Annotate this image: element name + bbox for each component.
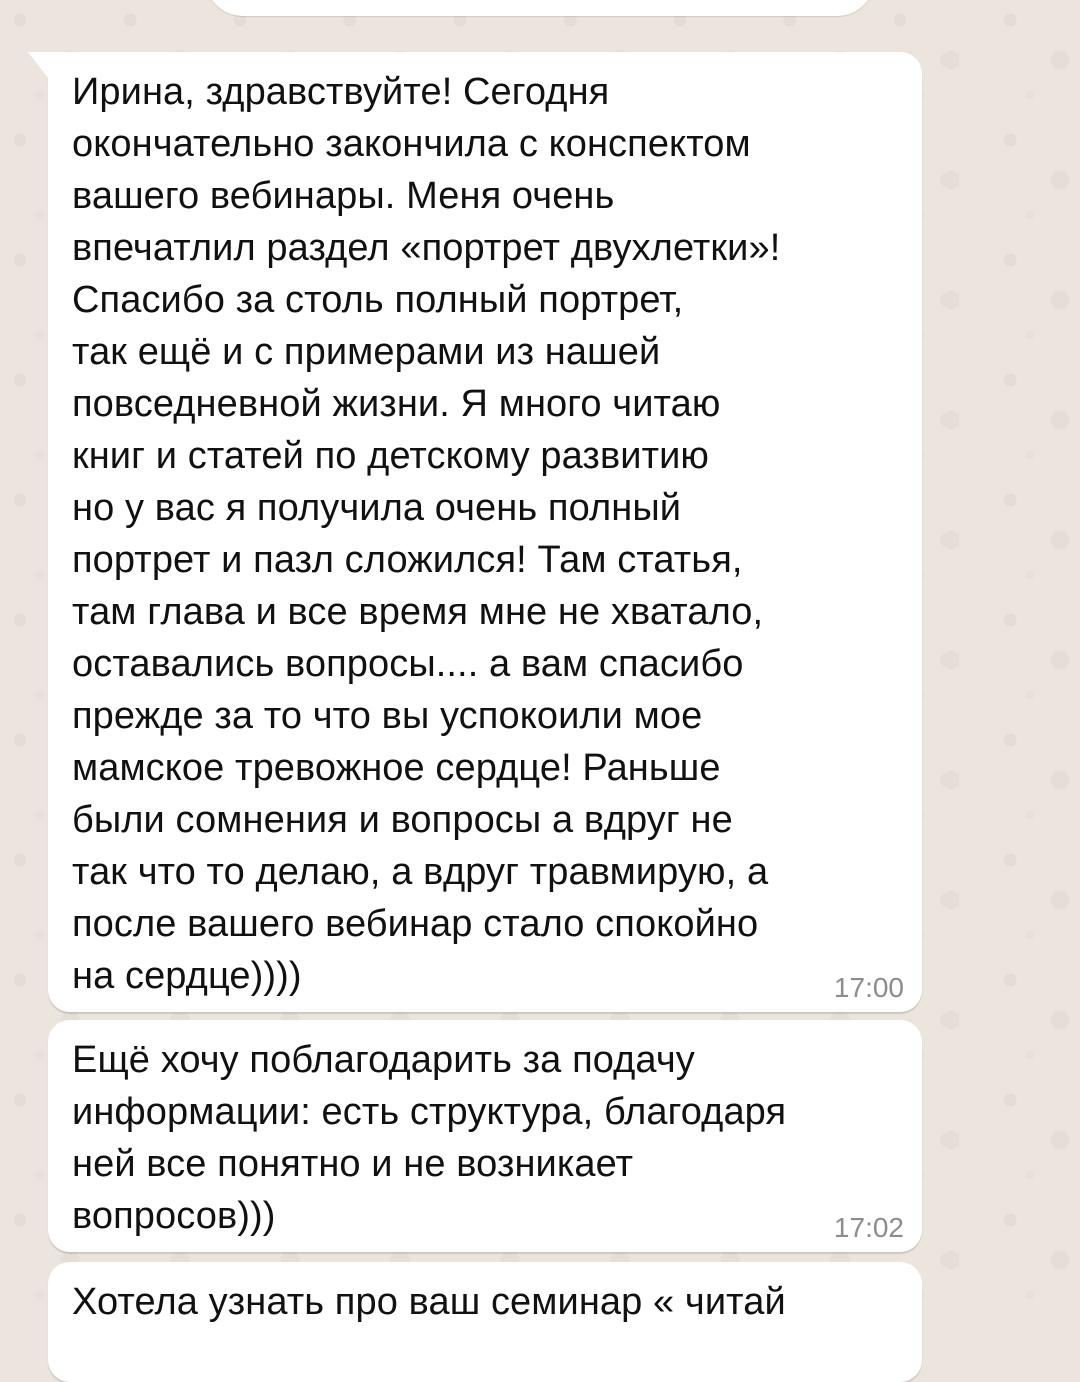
message-text: Ирина, здравствуйте! Сегодня окончательно закончила с конспектом вашего вебинары. Меня очень впечатлил раздел «портрет двухлетки»! Спасибо за столь полный портрет, так ещё и с примерами из нашей повседневной жизни. Я много читаю книг и статей по детскому развитию но у вас я получила очень полный портрет и пазл сложился! Там статья, там глава и все время мне не хватало, оставались вопросы.... а вам спасибо прежде за то что вы успокоили мое мамское тревожное сердце! Раньше были сомнения и вопросы а вдруг не так что то делаю, а вдруг травмирую, а после вашего вебинар стало спокойно на сердце)))) bbox=[72, 71, 781, 997]
message-text: Хотела узнать про ваш семинар « читай bbox=[72, 1281, 786, 1323]
incoming-message-bubble[interactable] bbox=[48, 1020, 922, 1252]
bubble-tail bbox=[28, 52, 48, 78]
message-text: Ещё хочу поблагодарить за подачу информации: есть структура, благодаря ней все понятно и не возникает вопросов))) bbox=[72, 1039, 787, 1237]
incoming-message-bubble[interactable] bbox=[48, 52, 922, 1012]
incoming-message-bubble[interactable] bbox=[48, 1262, 922, 1382]
message-timestamp: 17:00 bbox=[833, 972, 904, 1003]
message-timestamp: 17:02 bbox=[833, 1212, 904, 1243]
date-chip bbox=[205, 0, 875, 16]
